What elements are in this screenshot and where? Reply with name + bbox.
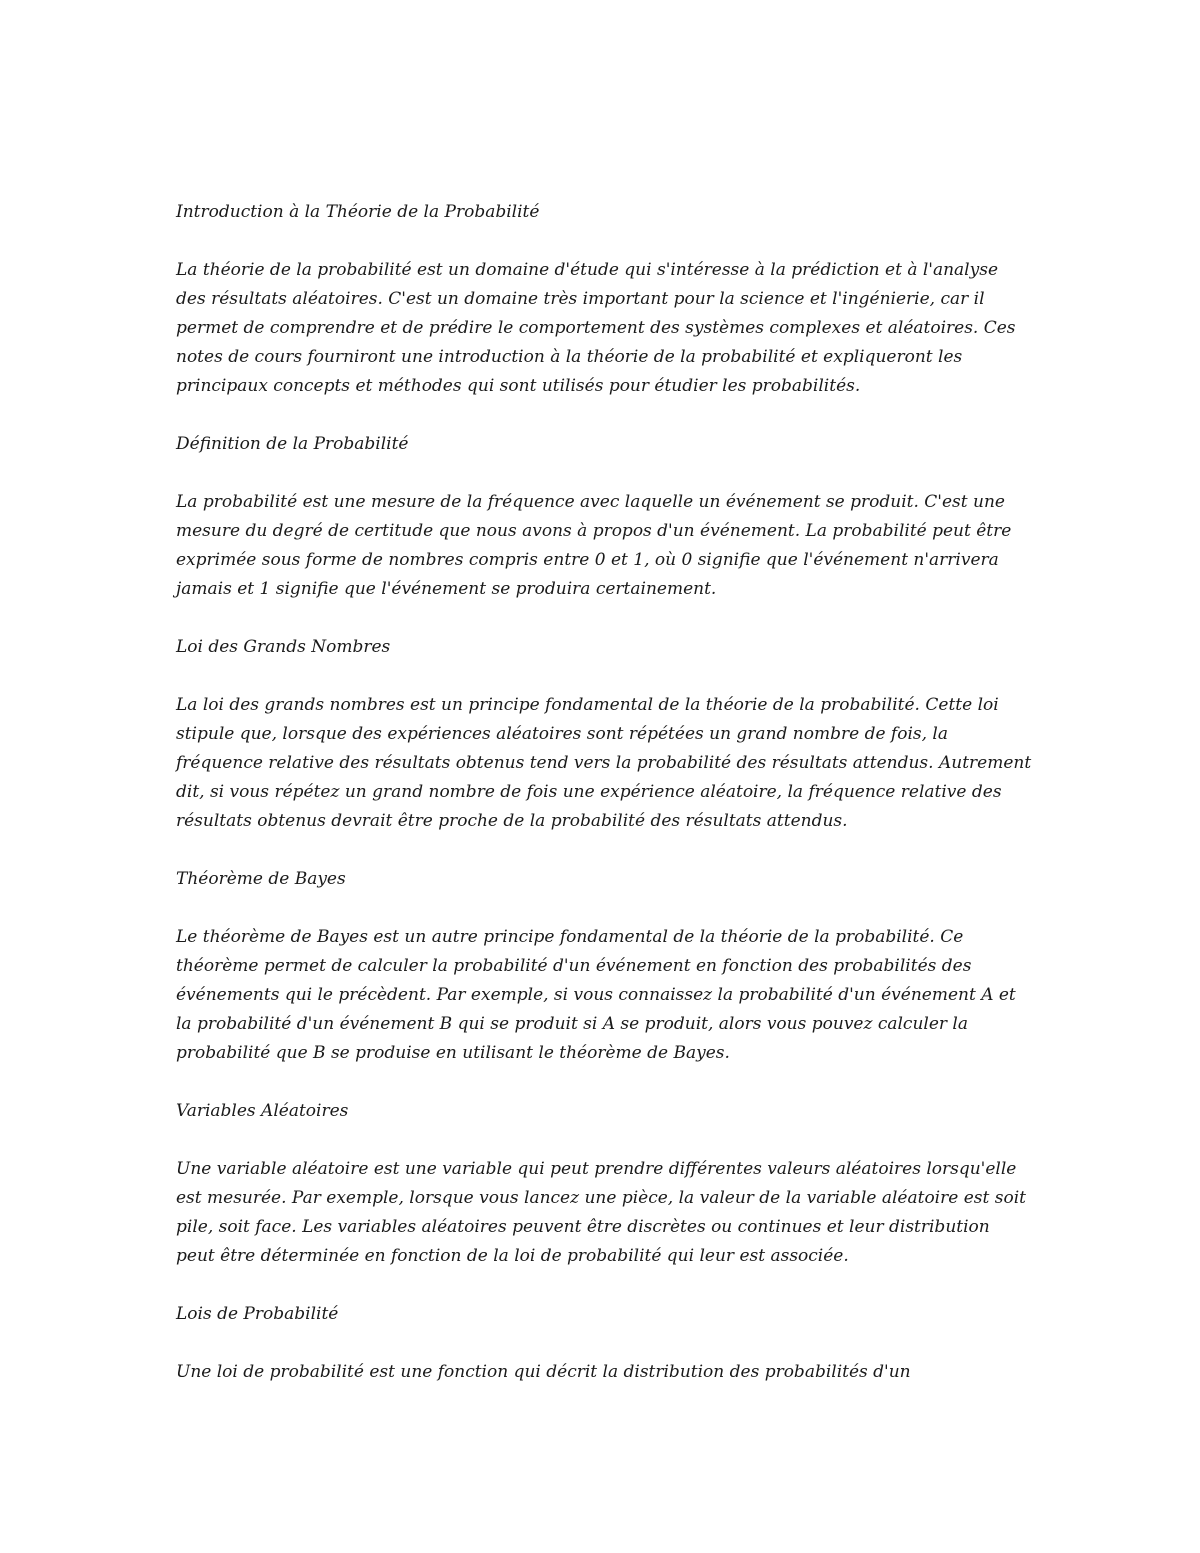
section-body-law-of-large-numbers: La loi des grands nombres est un principe fondamental de la théorie de la probabilité. Cette loi stipule que, lorsque des expériences aléatoires sont répétées un grand nombre de fois, la fréquence relative des résultats obtenus tend vers la probabilité des résultats attendus. Autrement dit, si vous répétez un grand nombre de fois une expérience aléatoire, la fréquence relative des résultats obtenus devrait être proche de la probabilité des résultats attendus. <box>176 695 1032 831</box>
document-body <box>176 198 1032 1416</box>
section-body-definition: La probabilité est une mesure de la fréquence avec laquelle un événement se produit. C'est une mesure du degré de certitude que nous avons à propos d'un événement. La probabilité peut être exprimée sous forme de nombres compris entre 0 et 1, où 0 signifie que l'événement n'arrivera jamais et 1 signifie que l'événement se produira certainement. <box>176 492 1012 599</box>
section-body-probability-laws: Une loi de probabilité est une fonction qui décrit la distribution des probabilités d'un <box>176 1362 911 1382</box>
section-heading-random-variables: Variables Aléatoires <box>176 1101 349 1121</box>
section-heading-probability-laws: Lois de Probabilité <box>176 1304 339 1324</box>
section-body-random-variables: Une variable aléatoire est une variable qui peut prendre différentes valeurs aléatoires lorsqu'elle est mesurée. Par exemple, lorsque vous lancez une pièce, la valeur de la variable aléatoire est soit pile, soit face. Les variables aléatoires peuvent être discrètes ou continues et leur distribution peut être déterminée en fonction de la loi de probabilité qui leur est associée. <box>176 1159 1026 1266</box>
intro-paragraph: La théorie de la probabilité est un domaine d'étude qui s'intéresse à la prédiction et à l'analyse des résultats aléatoires. C'est un domaine très important pour la science et l'ingénierie, car il permet de comprendre et de prédire le comportement des systèmes complexes et aléatoires. Ces notes de cours fourniront une introduction à la théorie de la probabilité et expliqueront les principaux concepts et méthodes qui sont utilisés pour étudier les probabilités. <box>176 260 1016 396</box>
section-heading-bayes-theorem: Théorème de Bayes <box>176 869 346 889</box>
document-title: Introduction à la Théorie de la Probabilité <box>176 202 540 222</box>
section-heading-law-of-large-numbers: Loi des Grands Nombres <box>176 637 391 657</box>
section-heading-definition: Définition de la Probabilité <box>176 434 409 454</box>
section-body-bayes-theorem: Le théorème de Bayes est un autre principe fondamental de la théorie de la probabilité. Ce théorème permet de calculer la probabilité d'un événement en fonction des probabilités des événements qui le précèdent. Par exemple, si vous connaissez la probabilité d'un événement A et la probabilité d'un événement B qui se produit si A se produit, alors vous pouvez calculer la probabilité que B se produise en utilisant le théorème de Bayes. <box>176 927 1016 1063</box>
